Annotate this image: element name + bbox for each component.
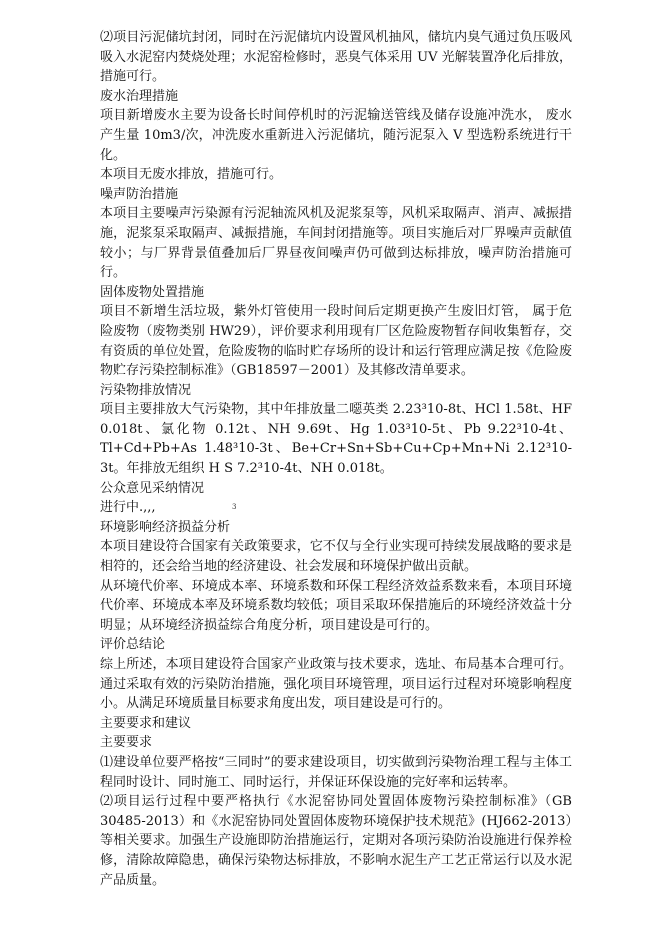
paragraph-emissions: 项目主要排放大气污染物，其中年排放量二噁英类 2.23³10-8t、HCl 1.58t、HF 0.018t、氯化物 0.12t、NH 9.69t、Hg 1.03³10-5t、Pb 9.22³10-4t、Tl+Cd+Pb+As 1.48³10-3t、Be+Cr+Sn+Sb+Cu+Cр+Mn+Ni 2.12³10-3t。年排放无组织 H S 7.2³10-4t、NH 0.018t。 — [100, 402, 572, 477]
page-marker: 3 — [232, 503, 237, 511]
paragraph-requirement-2: ⑵项目运行过程中要严格执行《水泥窑协同处置固体废物污染控制标准》（GB 30485-2013）和《水泥窑协同处置固体废物环境保护技术规范》(HJ662-2013）等相关要求。加强生产设施即防治措施运行，定期对各项污染防治设施进行保养检修，清除故障隐患，确保污染物达标排放，不影响水泥生产工艺正常运行以及水泥产品质量。 — [100, 794, 572, 888]
paragraph-requirement-1: ⑴建设单位要严格按“三同时”的要求建设项目，切实做到污染物治理工程与主体工程同时设计、同时施工、同时运行，并保证环保设施的完好率和运转率。 — [100, 754, 572, 790]
heading-economic-analysis: 环境影响经济损益分析 — [100, 519, 231, 535]
paragraph-conclusion: 综上所述，本项目建设符合国家产业政策与技术要求，选址、布局基本合理可行。通过采取有效的污染防治措施，强化项目环境管理，项目运行过程对环境影响程度小。从满足环境质量目标要求角度出发，项目建设是可行的。 — [100, 657, 572, 712]
paragraph-wastewater: 项目新增废水主要为设备长时间停机时的污泥输送管线及储存设施冲洗水， 废水产生量 10m3/次，冲洗废水重新进入污泥储坑，随污泥泵入 V 型选粉系统进行干化。 — [100, 108, 572, 163]
heading-conclusion: 评价总结论 — [100, 637, 166, 653]
heading-wastewater: 废水治理措施 — [100, 88, 179, 104]
heading-main-requirements: 主要要求 — [100, 735, 153, 751]
heading-solid-waste: 固体废物处置措施 — [100, 284, 205, 300]
heading-emissions: 污染物排放情况 — [100, 382, 192, 398]
heading-requirements-suggestions: 主要要求和建议 — [100, 715, 192, 731]
heading-noise: 噪声防治措施 — [100, 186, 179, 202]
paragraph-sludge-pit: ⑵项目污泥储坑封闭，同时在污泥储坑内设置风机抽风，储坑内臭气通过负压吸风吸入水泥窑内焚烧处理；水泥窑检修时，恶臭气体采用 UV 光解装置净化后排放，措施可行。 — [100, 30, 572, 85]
paragraph-no-discharge: 本项目无废水排放，措施可行。 — [100, 167, 283, 183]
paragraph-solid-waste: 项目不新增生活垃圾，紫外灯管使用一段时间后定期更换产生废旧灯管， 属于危险废物（废物类别 HW29），评价要求利用现有厂区危险废物暂存间收集暂存，交有资质的单位处置，危险废物的临时贮存场所的设计和运行管理应满足按《危险废物贮存污染控制标准》（GB18597－2001）及其修改清单要求。 — [100, 304, 572, 379]
paragraph-cost-analysis: 从环境代价率、环境成本率、环境系数和环保工程经济效益系数来看，本项目环境代价率、环境成本率及环境系数均较低；项目采取环保措施后的环境经济效益十分明显；从环境经济损益综合角度分析，项目建设是可行的。 — [100, 578, 572, 633]
paragraph-policy: 本项目建设符合国家有关政策要求，它不仅与全行业实现可持续发展战略的要求是相符的，还会给当地的经济建设、社会发展和环境保护做出贡献。 — [100, 539, 572, 575]
paragraph-in-progress: 进行中.,,, — [100, 500, 156, 516]
heading-public-opinion: 公众意见采纳情况 — [100, 480, 205, 496]
document-body — [100, 28, 572, 890]
paragraph-noise: 本项目主要噪声污染源有污泥轴流风机及泥浆泵等，风机采取隔声、消声、减振措施，泥浆泵采取隔声、减振措施，车间封闭措施等。项目实施后对厂界噪声贡献值较小；与厂界背景值叠加后厂界昼夜间噪声仍可做到达标排放，噪声防治措施可行。 — [100, 206, 572, 281]
